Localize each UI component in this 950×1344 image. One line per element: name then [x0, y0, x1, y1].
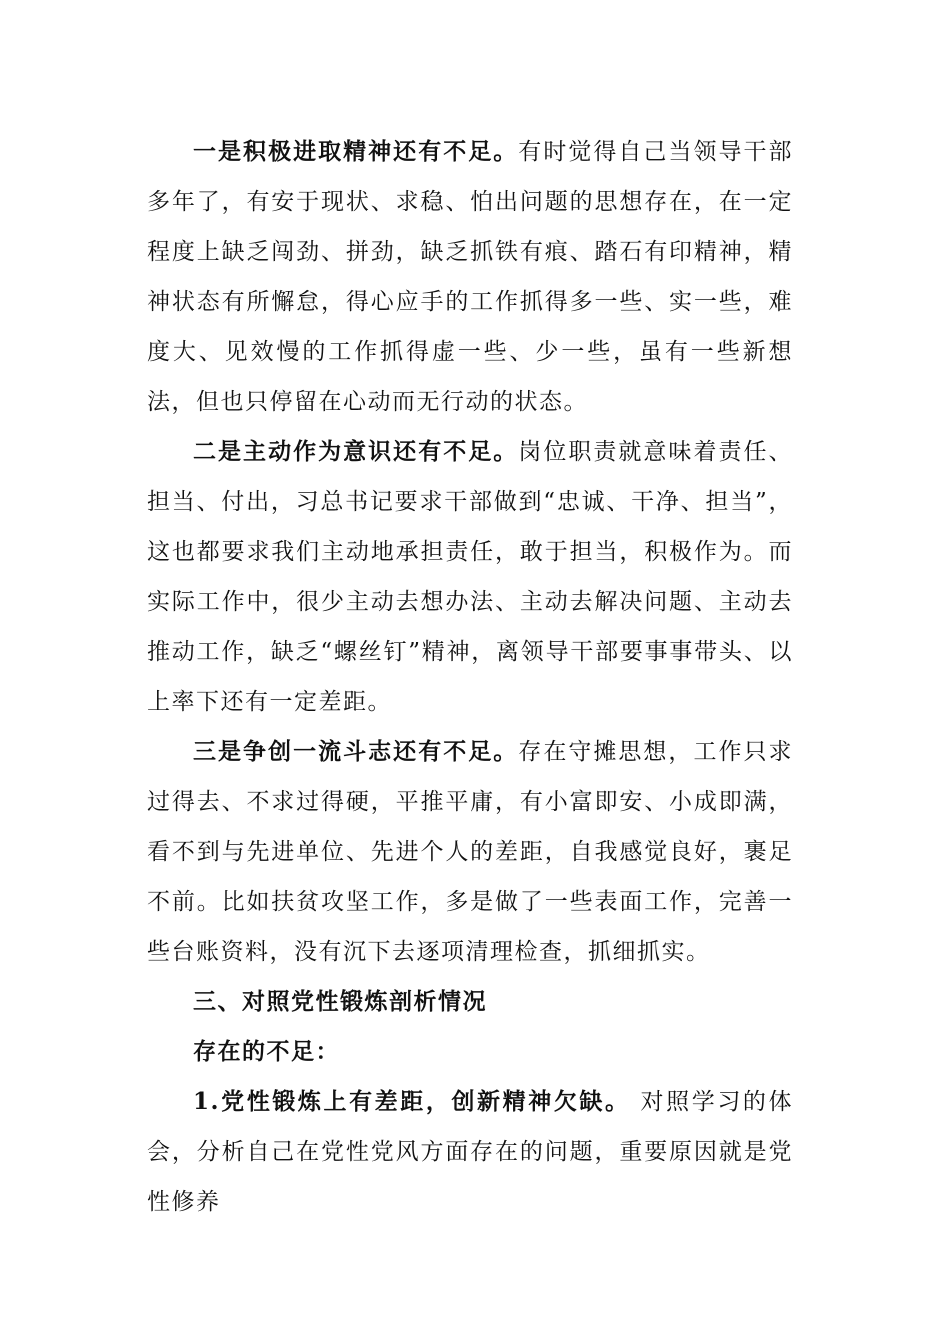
paragraph-3 [147, 727, 793, 977]
paragraph-2 [147, 427, 793, 727]
subheading: 存在的不足： [193, 1038, 340, 1065]
section-heading: 三、对照党性锻炼剖析情况 [193, 988, 487, 1015]
paragraph-3-body: 存在守摊思想，工作只求过得去、不求过得硬，平推平庸，有小富即安、小成即满，看不到与先进单位、先进个人的差距，自我感觉良好，裹足不前。比如扶贫攻坚工作，多是做了一些表面工作，完善一些台账资料，没有沉下去逐项清理检查，抓细抓实。 [147, 739, 794, 965]
paragraph-1-lead: 一是积极进取精神还有不足。 [193, 138, 519, 165]
paragraph-2-body: 岗位职责就意味着责任、担当、付出，习总书记要求干部做到“忠诚、干净、担当”，这也都要求我们主动地承担责任，敢于担当，积极作为。而实际工作中，很少主动去想办法、主动去解决问题、主动去推动工作，缺乏“螺丝钉”精神，离领导干部要事事带头、以上率下还有一定差距。 [147, 439, 794, 715]
paragraph-2-lead: 二是主动作为意识还有不足。 [193, 438, 519, 465]
paragraph-3-lead: 三是争创一流斗志还有不足。 [193, 738, 519, 765]
item-1-lead: 1.党性锻炼上有差距，创新精神欠缺。 [193, 1088, 631, 1115]
paragraph-1-body: 有时觉得自己当领导干部多年了，有安于现状、求稳、怕出问题的思想存在，在一定程度上缺乏闯劲、拼劲，缺乏抓铁有痕、踏石有印精神，精神状态有所懈怠，得心应手的工作抓得多一些、实一些，难度大、见效慢的工作抓得虚一些、少一些，虽有一些新想法，但也只停留在心动而无行动的状态。 [147, 139, 794, 415]
document-page [147, 127, 793, 1227]
item-1-body: 对照学习的体会，分析自己在党性党风方面存在的问题，重要原因就是党性修养 [147, 1089, 794, 1215]
paragraph-1 [147, 127, 793, 427]
item-1-paragraph [147, 1077, 793, 1227]
